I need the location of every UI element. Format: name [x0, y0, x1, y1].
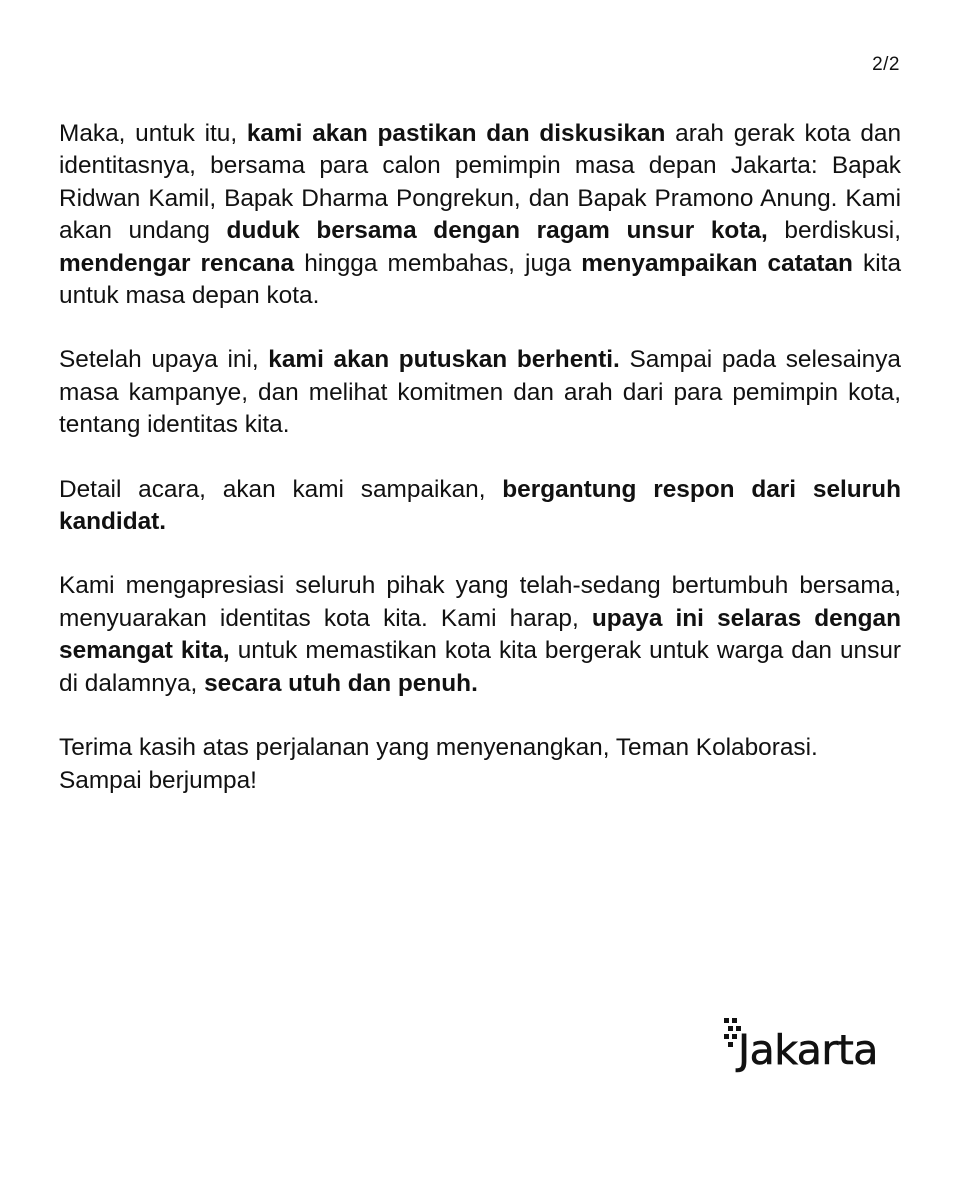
logo-wordmark: Jakarta [738, 1026, 878, 1074]
bold-text: upaya ini selaras dengan semangat kita, [59, 604, 901, 665]
body-text: berdiskusi, [767, 217, 902, 245]
jakarta-logo [722, 1016, 902, 1078]
paragraph-1 [59, 118, 901, 312]
body-text: Detail acara, akan kami sampaikan, [59, 475, 503, 503]
paragraph-list [59, 118, 901, 700]
closing-thanks: Terima kasih atas perjalanan yang menyenangkan, Teman Kolaborasi. [59, 734, 818, 762]
body-text: arah gerak kota dan identitasnya, bersama para calon pemimpin masa depan Jakarta: Bapak Ridwan Kamil, Bapak Dharma Pongrekun, dan Bapak Pramono Anung. Kami akan undang [59, 120, 902, 245]
paragraph-2 [59, 344, 901, 441]
letter-body [59, 118, 901, 797]
closing-note [59, 732, 901, 797]
bold-text: kami akan pastikan dan diskusikan [246, 120, 666, 147]
page-number: 2/2 [872, 54, 900, 75]
closing-farewell: Sampai berjumpa! [59, 766, 257, 794]
bold-text: duduk bersama dengan ragam unsur kota, [226, 217, 768, 245]
body-text: kita untuk masa depan kota. [59, 249, 902, 310]
body-text: Kami mengapresiasi seluruh pihak yang telah-sedang bertumbuh bersama, menyuarakan identitas kota kita. Kami harap, [59, 572, 901, 632]
bold-text: secara utuh dan penuh. [204, 669, 478, 697]
bold-text: mendengar rencana [59, 249, 295, 277]
paragraph-3 [59, 474, 901, 539]
body-text: hingga membahas, juga [294, 249, 582, 277]
body-text: Sampai pada selesainya masa kampanye, dan melihat komitmen dan arah dari para pemimpin kota, tentang identitas kita. [59, 346, 901, 439]
bold-text: bergantung respon dari seluruh kandidat. [59, 475, 901, 536]
body-text: Maka, untuk itu, [59, 120, 247, 147]
bold-text: kami akan putuskan berhenti. [268, 346, 620, 374]
paragraph-4 [59, 570, 901, 700]
body-text: Setelah upaya ini, [59, 346, 269, 374]
bold-text: menyampaikan catatan [581, 249, 853, 277]
body-text: untuk memastikan kota kita bergerak untuk warga dan unsur di dalamnya, [59, 637, 902, 697]
